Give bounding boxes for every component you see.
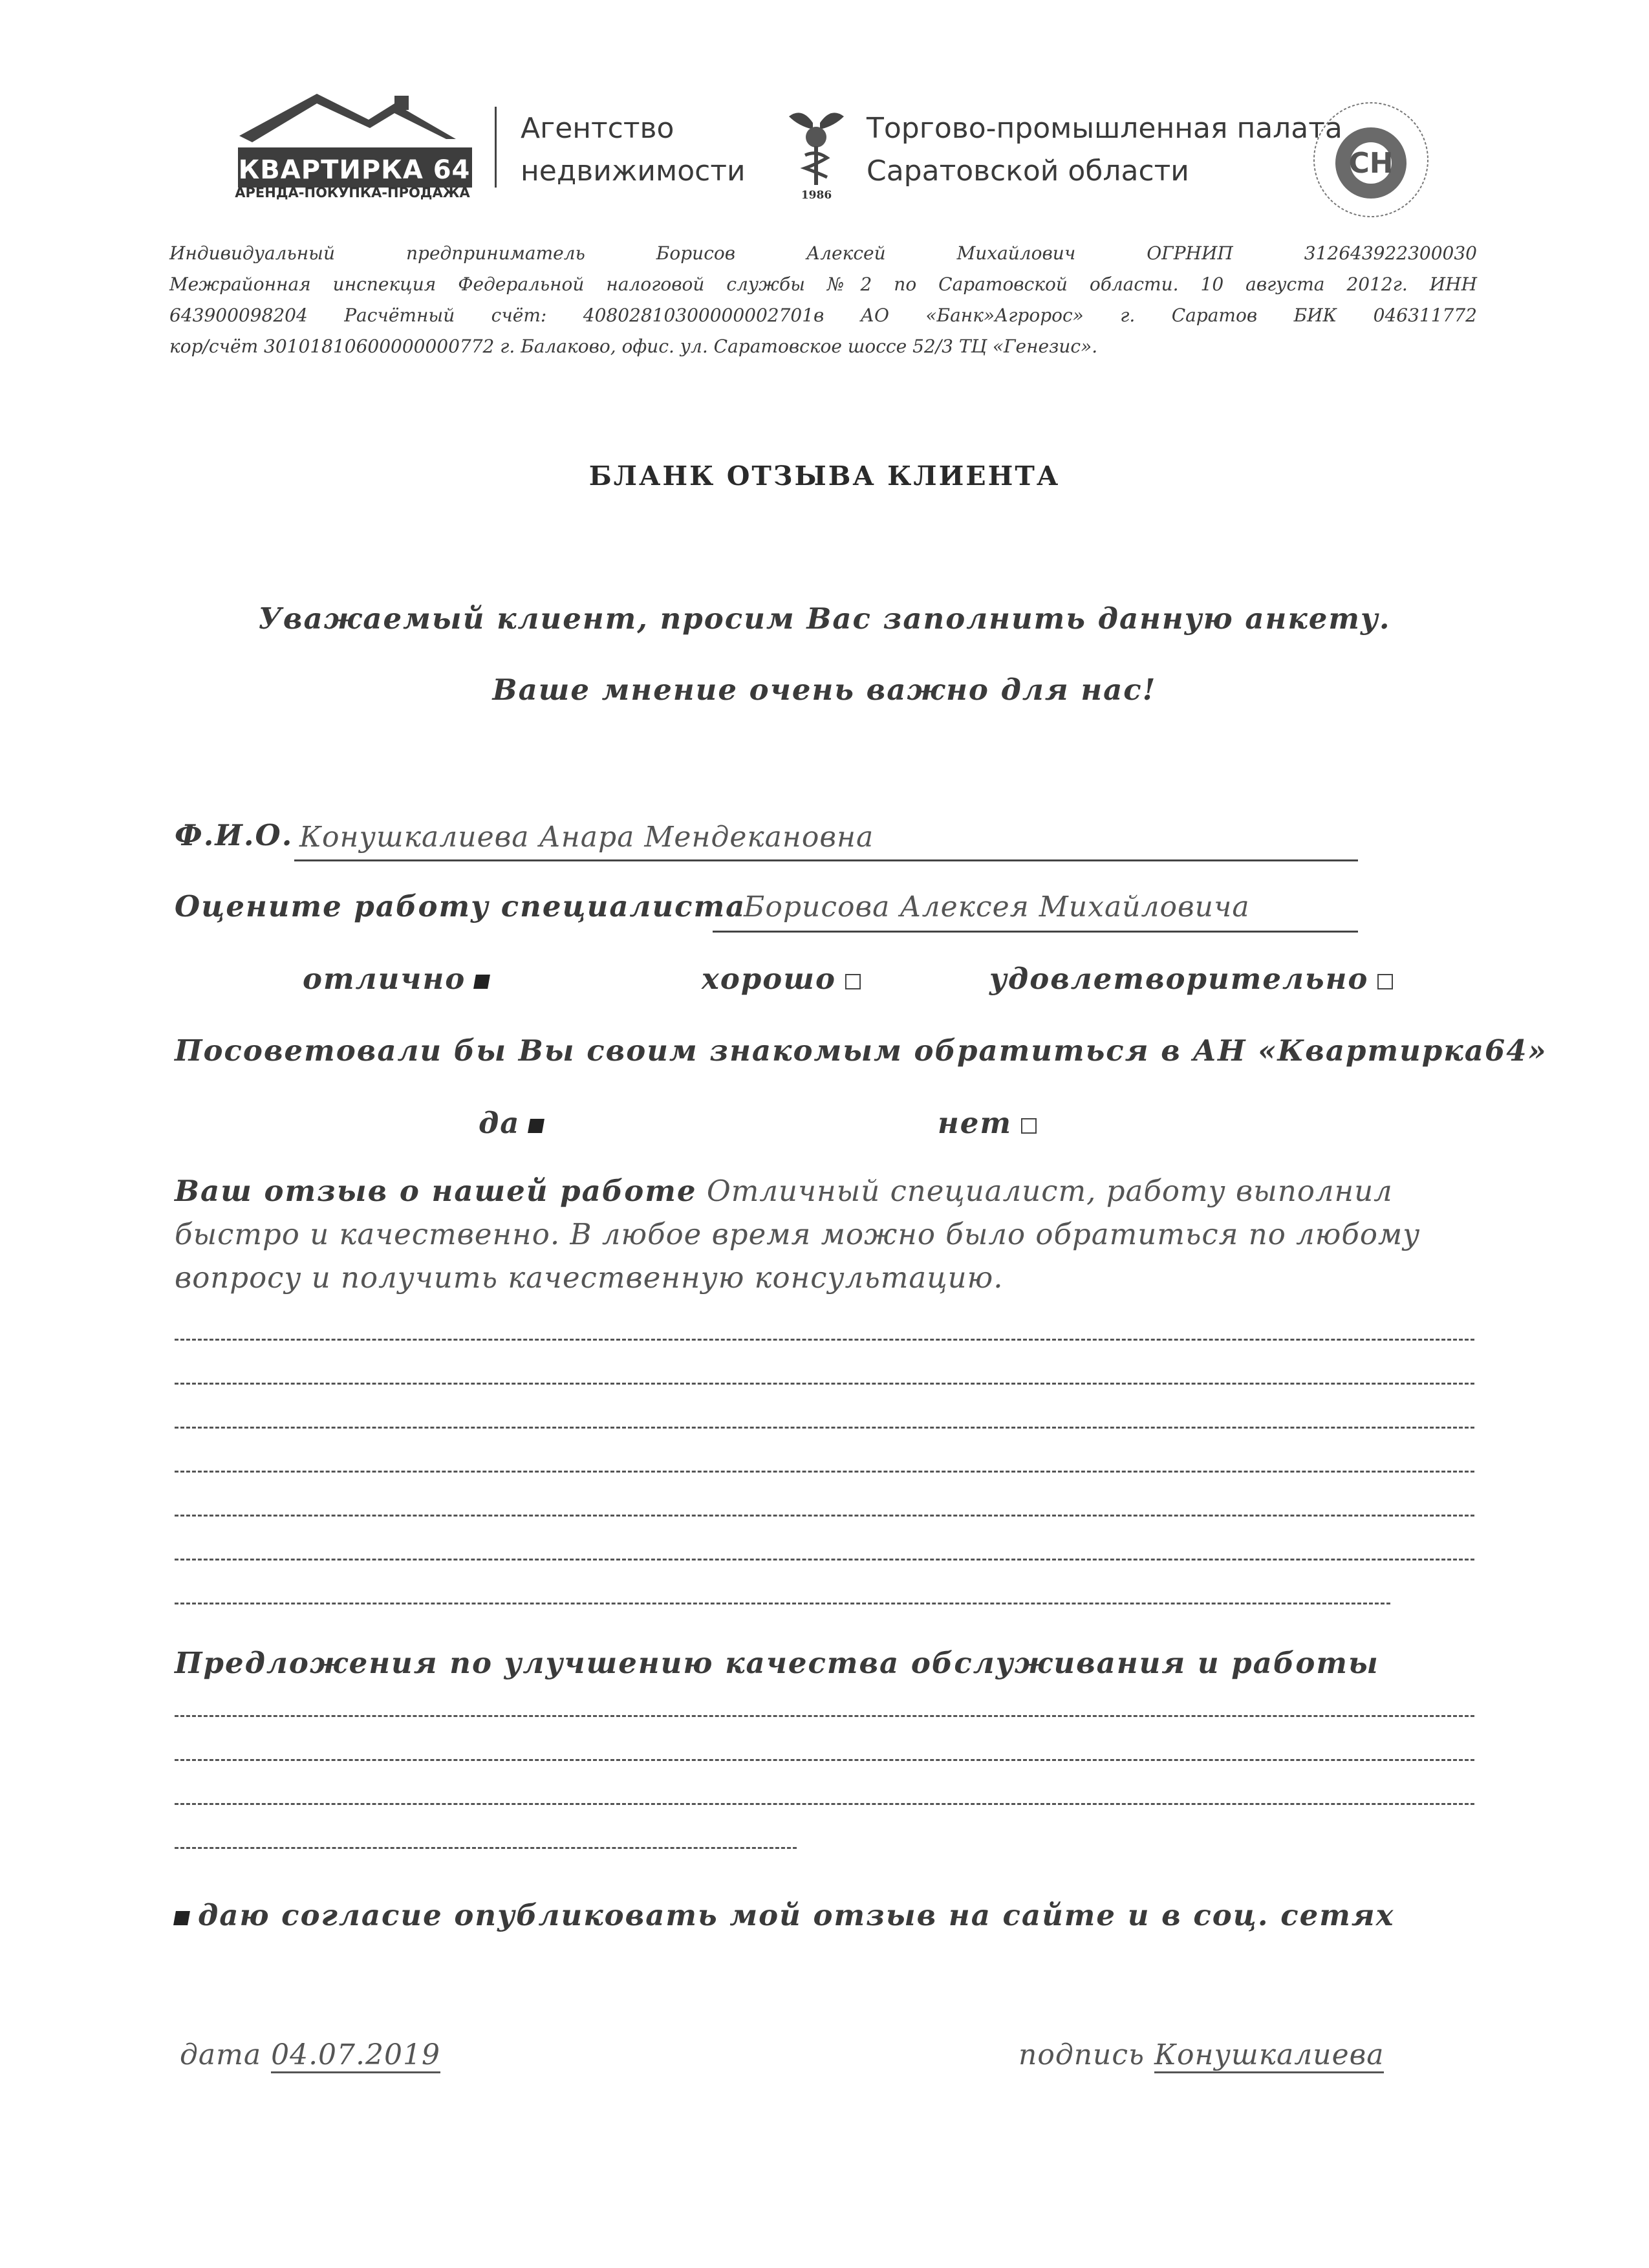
review-line: [175, 1515, 1474, 1517]
rate-label: Оцените работу специалиста: [175, 889, 746, 923]
review-line: [175, 1383, 1474, 1385]
review-line: [175, 1339, 1474, 1341]
form-title: БЛАНК ОТЗЫВА КЛИЕНТА: [588, 460, 1061, 491]
review-label: Ваш отзыв о нашей работе: [175, 1174, 697, 1208]
specialist-value: Борисова Алексея Михайловича: [744, 891, 1250, 923]
fio-value: Конушкалиева Анара Мендекановна: [299, 821, 874, 854]
consent-label: даю согласие опубликовать мой отзыв на сайте и в соц. сетях: [198, 1898, 1395, 1932]
requisites-line-4: кор/счёт 30101810600000000772 г. Балаково, офис. ул. Саратовское шоссе 52/3 ТЦ «Генезис».: [169, 336, 1098, 357]
checked-square-icon: [473, 975, 490, 989]
rating-excellent[interactable]: отлично: [303, 962, 489, 996]
recommend-label: Посоветовали бы Вы своим знакомым обратиться в АН «Квартирка64»: [175, 1033, 1547, 1068]
header-divider: [495, 107, 497, 188]
suggest-label: Предложения по улучшению качества обслуживания и работы: [175, 1646, 1379, 1680]
intro-line-1: Уважаемый клиент, просим Вас заполнить данную анкету.: [258, 601, 1391, 636]
brand-name: КВАРТИРКА 64: [238, 155, 471, 185]
svg-text:СН: СН: [1348, 147, 1394, 180]
requisites-line-2: Межрайонная инспекция Федеральной налоговой службы №2 по Саратовской области. 10 августа 2012г. ИНН: [169, 274, 1477, 295]
signature-label: подпись: [1018, 2038, 1145, 2071]
consent-checkbox[interactable]: [175, 1898, 1395, 1932]
fio-field[interactable]: [294, 818, 1358, 861]
signature-value: Конушкалиева: [1154, 2038, 1384, 2073]
review-block[interactable]: [175, 1169, 1481, 1299]
suggest-line: [175, 1847, 797, 1849]
agency-label: Агентство недвижимости: [521, 112, 746, 188]
date-label: дата: [180, 2038, 262, 2071]
suggest-line: [175, 1803, 1474, 1805]
fio-label: Ф.И.О.: [175, 818, 294, 852]
unchecked-square-icon: [1021, 1118, 1037, 1134]
requisites-line-1: Индивидуальный предприниматель Борисов Алексей Михайлович ОГРНИП 312643922300030: [169, 243, 1477, 264]
unchecked-square-icon: [1377, 974, 1393, 989]
chamber-emblem: [786, 103, 847, 207]
review-line: [175, 1427, 1474, 1429]
review-text: Отличный специалист, работу выполнил быстро и качественно. В любое время можно было обратиться по любому вопросу и получить качественную консультацию.: [175, 1174, 1421, 1295]
checked-square-icon: [528, 1119, 545, 1133]
brand-tagline: АРЕНДА-ПОКУПКА-ПРОДАЖА: [235, 185, 470, 200]
specialist-field[interactable]: [713, 889, 1358, 933]
date-field[interactable]: [180, 2038, 440, 2071]
chamber-label: Торгово-промышленная палата Саратовской области: [867, 112, 1342, 188]
suggest-line: [175, 1759, 1474, 1761]
requisites-line-3: 643900098204 Расчётный счёт: 40802810300000002701в АО «Банк»Агророс» г. Саратов БИК 046311772: [169, 305, 1477, 326]
recommend-no[interactable]: нет: [938, 1106, 1037, 1140]
unchecked-square-icon: [845, 974, 861, 989]
review-line: [175, 1559, 1474, 1561]
union-seal-icon: [1310, 98, 1432, 221]
kvartirka-logo: [233, 91, 479, 200]
rating-good[interactable]: хорошо: [702, 962, 861, 996]
review-line: [175, 1471, 1474, 1473]
realtors-union-logo: [1310, 98, 1432, 221]
recommend-yes[interactable]: да: [479, 1106, 543, 1140]
date-value: 04.07.2019: [271, 2038, 440, 2073]
hermes-caduceus-icon: [786, 103, 847, 188]
emblem-year: 1986: [801, 189, 832, 202]
suggest-line: [175, 1715, 1474, 1717]
rating-satisfactory[interactable]: удовлетворительно: [989, 962, 1393, 996]
intro-line-2: Ваше мнение очень важно для нас!: [492, 673, 1157, 707]
checked-square-icon: [173, 1911, 190, 1925]
review-line: [175, 1603, 1390, 1604]
signature-field[interactable]: [1018, 2038, 1384, 2071]
